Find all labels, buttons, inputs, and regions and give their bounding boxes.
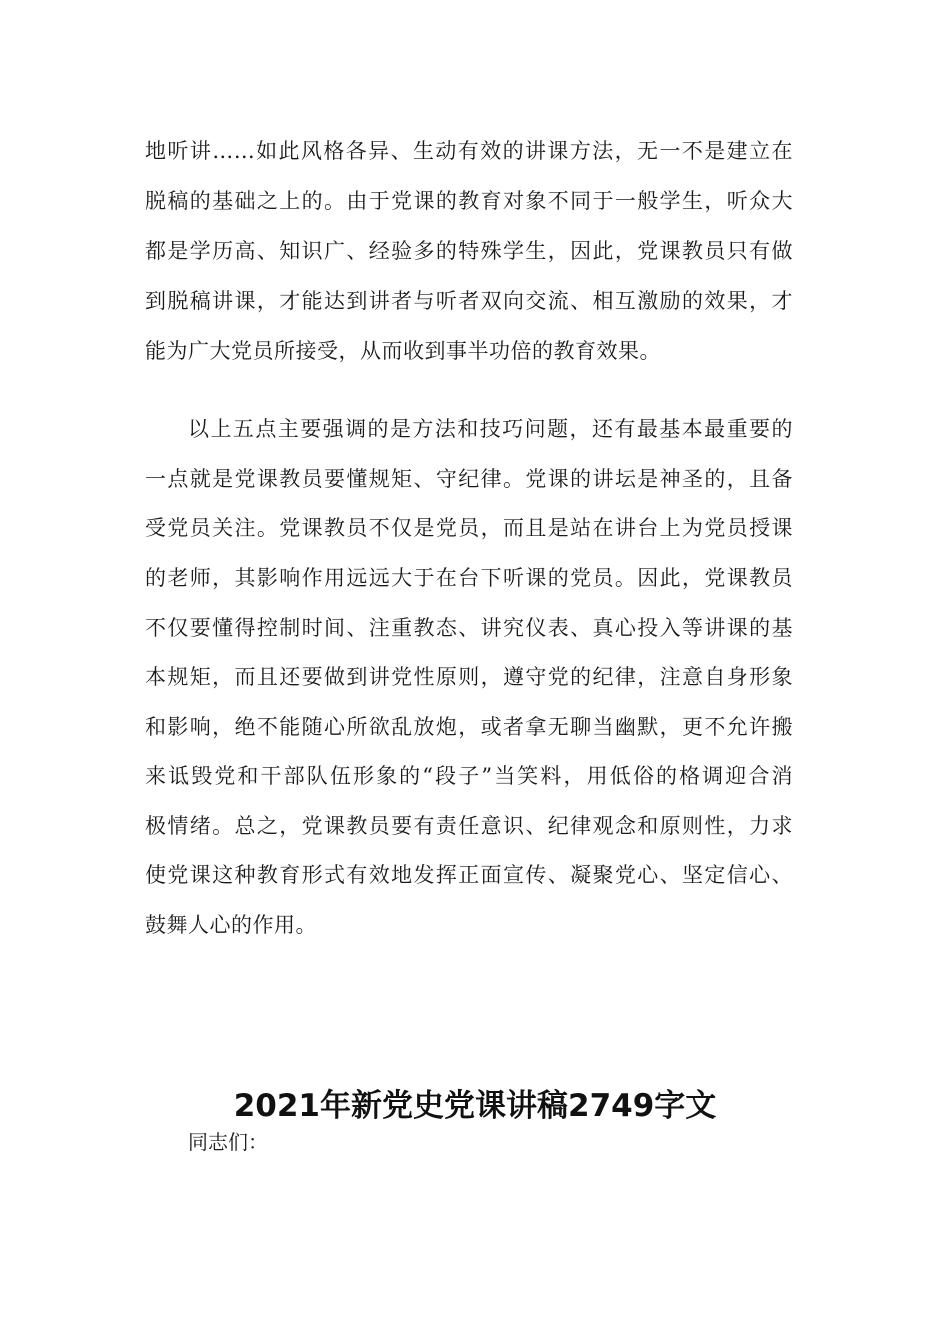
paragraph-line: 能为广大党员所接受，从而收到事半功倍的教育效果。	[145, 339, 661, 363]
paragraph-line: 的老师，其影响作用远远大于在台下听课的党员。因此，党课教员	[145, 566, 793, 590]
paragraph-line: 受党员关注。党课教员不仅是党员，而且是站在讲台上为党员授课	[145, 516, 793, 540]
paragraph-line: 脱稿的基础之上的。由于党课的教育对象不同于一般学生，听众大	[145, 189, 793, 213]
paragraph-line: 极情绪。总之，党课教员要有责任意识、纪律观念和原则性，力求	[145, 814, 793, 838]
paragraph-line: 本规矩，而且还要做到讲党性原则，遵守党的纪律，注意自身形象	[145, 665, 793, 689]
document-title: 2021年新党史党课讲稿2749字文	[233, 1088, 717, 1124]
paragraph-line: 到脱稿讲课，才能达到讲者与听者双向交流、相互激励的效果，才	[145, 289, 793, 313]
paragraph-line: 一点就是党课教员要懂规矩、守纪律。党课的讲坛是神圣的，且备	[145, 467, 793, 491]
paragraph-line: 鼓舞人心的作用。	[145, 913, 317, 937]
paragraph-line: 都是学历高、知识广、经验多的特殊学生，因此，党课教员只有做	[145, 239, 793, 263]
paragraph-line: 不仅要懂得控制时间、注重教态、讲究仪表、真心投入等讲课的基	[145, 616, 793, 640]
paragraph-line: 以上五点主要强调的是方法和技巧问题，还有最基本最重要的	[188, 417, 793, 441]
paragraph-line: 使党课这种教育形式有效地发挥正面宣传、凝聚党心、坚定信心、	[145, 863, 793, 887]
paragraph-line: 地听讲……如此风格各异、生动有效的讲课方法，无一不是建立在	[145, 139, 793, 163]
salutation: 同志们：	[188, 1130, 268, 1154]
paragraph-line: 和影响，绝不能随心所欲乱放炮，或者拿无聊当幽默，更不允许搬	[145, 715, 793, 739]
paragraph-line: 来诋毁党和干部队伍形象的“段子”当笑料，用低俗的格调迎合消	[145, 764, 793, 788]
